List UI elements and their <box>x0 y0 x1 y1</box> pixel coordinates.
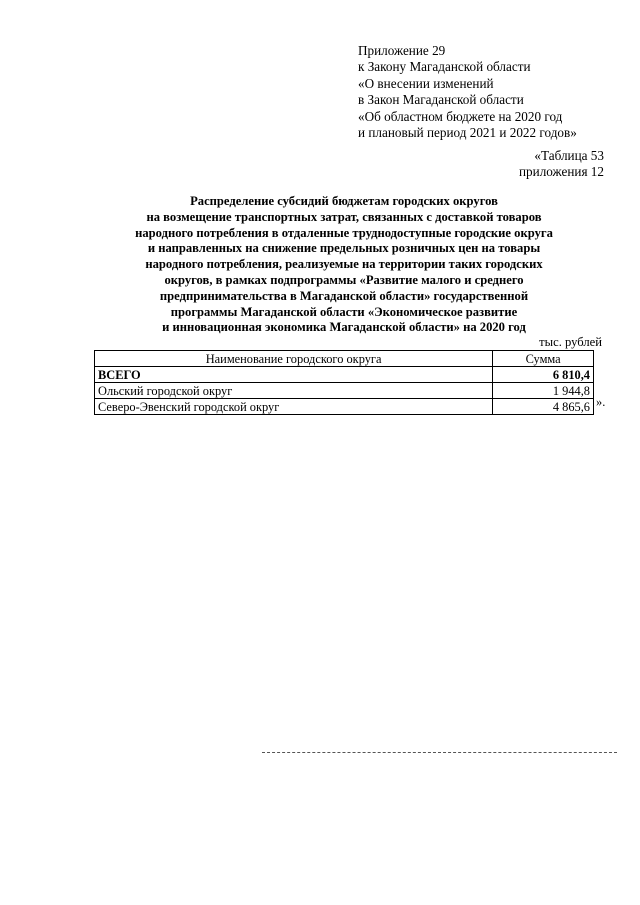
subsidy-table <box>94 350 594 415</box>
table-header-row <box>95 351 594 367</box>
title-line: округов, в рамках подпрограммы «Развитие малого и среднего <box>164 272 524 287</box>
title-line: на возмещение транспортных затрат, связанных с доставкой товаров <box>146 209 542 224</box>
title-line: программы Магаданской области «Экономическое развитие <box>170 304 518 319</box>
closing-quote-mark: ». <box>596 395 606 409</box>
row-sum-cell: 4 865,6 <box>493 399 594 415</box>
appendix-line: в Закон Магаданской области <box>358 92 524 108</box>
appendix-line: к Закону Магаданской области <box>358 59 531 75</box>
table-total-row <box>95 367 594 383</box>
title-line: предпринимательства в Магаданской области» государственной <box>159 288 529 303</box>
appendix-reference <box>358 43 577 141</box>
appendix-line: «Об областном бюджете на 2020 год <box>358 108 563 124</box>
table-row <box>95 399 594 415</box>
document-title <box>90 194 598 336</box>
appendix-line: Приложение 29 <box>358 43 446 58</box>
table-ref-line: приложения 12 <box>518 164 604 180</box>
appendix-line: и плановый период 2021 и 2022 годов» <box>358 125 577 141</box>
footer-divider <box>262 752 617 753</box>
title-line: народного потребления в отдаленные труднодоступные городские округа <box>135 225 553 240</box>
row-name-cell: Северо-Эвенский городской округ <box>95 399 493 415</box>
table-ref-line: «Таблица 53 <box>534 148 604 163</box>
units-label: тыс. рублей <box>539 335 602 349</box>
table-row <box>95 383 594 399</box>
title-line: Распределение субсидий бюджетам городских округов <box>190 194 498 208</box>
appendix-line: «О внесении изменений <box>358 75 494 91</box>
total-sum-cell: 6 810,4 <box>493 367 594 383</box>
title-line: народного потребления, реализуемые на территории таких городских <box>145 257 543 272</box>
header-sum: Сумма <box>493 351 594 367</box>
title-line: и направленных на снижение предельных розничных цен на товары <box>147 241 541 256</box>
title-line: и инновационная экономика Магаданской области» на 2020 год <box>162 320 526 335</box>
total-name-cell: ВСЕГО <box>95 367 493 383</box>
table-reference <box>519 148 604 181</box>
header-name: Наименование городского округа <box>95 351 493 367</box>
row-name-cell: Ольский городской округ <box>95 383 493 399</box>
row-sum-cell: 1 944,8 <box>493 383 594 399</box>
